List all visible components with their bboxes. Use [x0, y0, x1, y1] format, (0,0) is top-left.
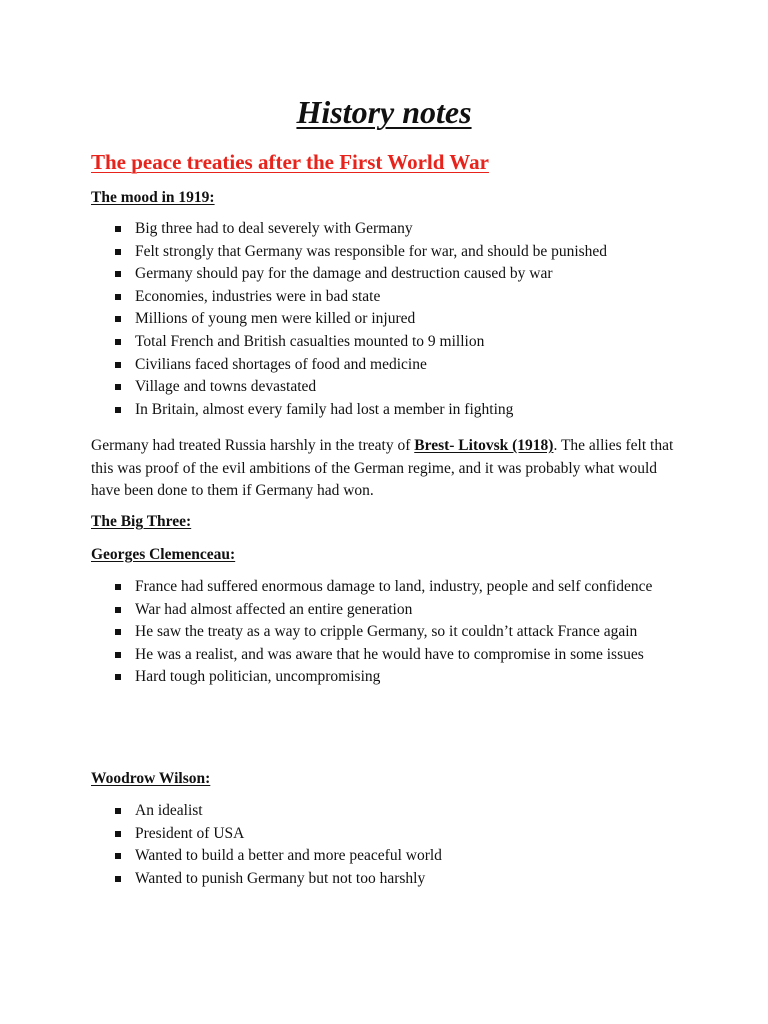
- page-title: History notes: [296, 94, 472, 130]
- list-item: He saw the treaty as a way to cripple Germany, so it couldn’t attack France again: [113, 621, 688, 644]
- list-item: Civilians faced shortages of food and medicine: [113, 354, 688, 377]
- list-item: An idealist: [113, 800, 688, 823]
- paragraph-text-after: . The allies felt that this was proof of the evil ambitions of the German regime, and it was probably what would have been done to them if Germany had won.: [91, 437, 674, 499]
- list-item: President of USA: [113, 823, 688, 846]
- list-item: Total French and British casualties mounted to 9 million: [113, 331, 688, 354]
- list-item: France had suffered enormous damage to land, industry, people and self confidence: [113, 576, 688, 599]
- brest-litovsk-paragraph: [91, 435, 676, 503]
- list-item: Hard tough politician, uncompromising: [113, 666, 688, 689]
- mood-bullet-list: [113, 218, 688, 421]
- list-item: Felt strongly that Germany was responsible for war, and should be punished: [113, 241, 688, 264]
- list-item: Millions of young men were killed or injured: [113, 308, 688, 331]
- list-item: War had almost affected an entire generation: [113, 599, 688, 622]
- subheading-wilson: Woodrow Wilson:: [91, 770, 211, 787]
- list-item: Village and towns devastated: [113, 376, 688, 399]
- wilson-bullet-list: [113, 800, 688, 890]
- list-item: Wanted to punish Germany but not too harshly: [113, 868, 688, 891]
- list-item: Big three had to deal severely with Germany: [113, 218, 688, 241]
- list-item: He was a realist, and was aware that he would have to compromise in some issues: [113, 644, 688, 667]
- list-item: In Britain, almost every family had lost a member in fighting: [113, 399, 688, 422]
- section-heading-mood: The mood in 1919:: [91, 189, 215, 206]
- treaty-reference: Brest- Litovsk (1918): [414, 437, 554, 454]
- section-heading-big-three: The Big Three:: [91, 513, 192, 530]
- page-subtitle: The peace treaties after the First World War: [91, 150, 489, 174]
- subheading-clemenceau: Georges Clemenceau:: [91, 546, 236, 563]
- list-item: Wanted to build a better and more peaceful world: [113, 845, 688, 868]
- list-item: Economies, industries were in bad state: [113, 286, 688, 309]
- clemenceau-bullet-list: [113, 576, 688, 689]
- paragraph-text-before: Germany had treated Russia harshly in the treaty of: [91, 437, 415, 454]
- list-item: Germany should pay for the damage and destruction caused by war: [113, 263, 688, 286]
